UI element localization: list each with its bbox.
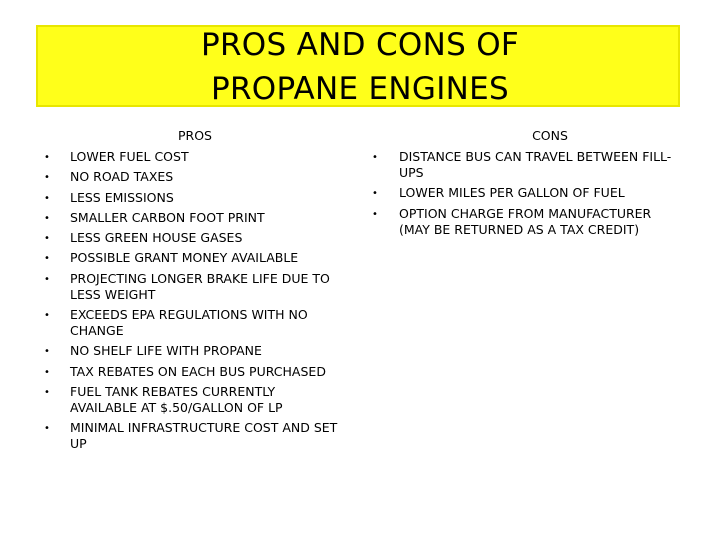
pros-item-text: SMALLER CARBON FOOT PRINT [70,209,265,225]
pros-item-text: LESS GREEN HOUSE GASES [70,230,243,246]
pros-item-text: LOWER FUEL COST [70,149,189,164]
pros-item-text: MINIMAL INFRASTRUCTURE COST AND SET UP [70,420,338,452]
list-item [44,364,344,380]
bullet-icon: • [44,366,50,378]
bullet-icon: • [44,192,50,204]
list-item [44,250,344,266]
cons-item-text: DISTANCE BUS CAN TRAVEL BETWEEN FILL-UPS [399,149,672,180]
pros-item-text: POSSIBLE GRANT MONEY AVAILABLE [70,250,299,266]
bullet-icon: • [44,310,50,322]
bullet-icon: • [44,233,50,245]
bullet-icon: • [44,172,50,184]
list-item [44,307,344,339]
list-item [44,169,344,185]
bullet-icon: • [372,188,378,200]
list-item [44,420,344,452]
list-item [44,149,344,165]
cons-item-text: LOWER MILES PER GALLON OF FUEL [399,185,625,201]
pros-item-text: TAX REBATES ON EACH BUS PURCHASED [70,363,326,379]
bullet-icon: • [44,423,50,435]
cons-item-text: OPTION CHARGE FROM MANUFACTURER (MAY BE RETURNED AS A TAX CREDIT) [399,205,652,237]
bullet-icon: • [44,346,50,358]
list-item [44,210,344,226]
pros-item-text: PROJECTING LONGER BRAKE LIFE DUE TO LESS WEIGHT [70,270,330,302]
title-line-2: PROPANE ENGINES [210,70,510,107]
bullet-icon: • [44,253,50,265]
bullet-icon: • [372,152,378,163]
bullet-icon: • [372,208,378,220]
list-item [372,185,672,201]
title-line-1: PROS AND CONS OF [200,26,520,63]
pros-item-text: EXCEEDS EPA REGULATIONS WITH NO CHANGE [70,307,308,339]
pros-list [44,149,344,457]
list-item [44,271,344,303]
bullet-icon: • [44,152,50,163]
list-item [44,190,344,206]
cons-heading: CONS [532,128,568,143]
list-item [44,384,344,416]
pros-item-text: LESS EMISSIONS [70,189,174,205]
slide-title [0,23,720,111]
bullet-icon: • [44,212,50,224]
list-item [372,206,672,238]
list-item [372,149,672,181]
pros-item-text: NO ROAD TAXES [70,169,174,185]
cons-list [372,149,672,242]
bullet-icon: • [44,273,50,285]
pros-heading: PROS [178,128,212,143]
bullet-icon: • [44,386,50,398]
list-item [44,230,344,246]
pros-item-text: FUEL TANK REBATES CURRENTLY AVAILABLE AT $.50/GALLON OF LP [70,383,283,415]
list-item [44,343,344,359]
pros-item-text: NO SHELF LIFE WITH PROPANE [70,343,262,359]
